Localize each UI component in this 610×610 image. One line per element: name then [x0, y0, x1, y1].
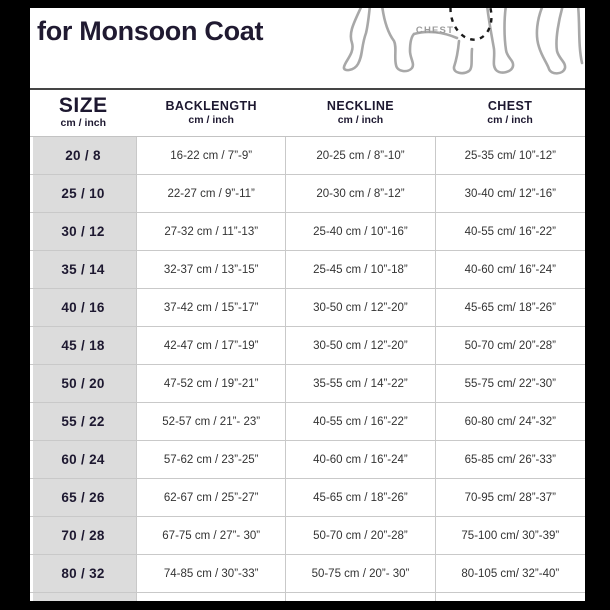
cell-chest: 80-105 cm/ 32”-40” — [435, 555, 585, 593]
cell-chest: 50-70 cm/ 20”-28” — [435, 327, 585, 365]
table-row — [30, 251, 585, 289]
cell-neckline: 25-40 cm / 10”-16” — [286, 213, 435, 251]
cell-neckline: 20-30 cm / 8”-12” — [286, 175, 435, 213]
cell-neckline: 30-50 cm / 12”-20” — [286, 289, 435, 327]
cell-chest: 40-60 cm/ 16”-24” — [435, 251, 585, 289]
cell-size: 70 / 28 — [30, 517, 137, 555]
cell-size: 30 / 12 — [30, 213, 137, 251]
cell-size: 40 / 16 — [30, 289, 137, 327]
column-header-backlength — [137, 89, 286, 137]
cell-empty — [30, 593, 137, 602]
size-chart-image — [30, 8, 585, 601]
cell-chest: 30-40 cm/ 12”-16” — [435, 175, 585, 213]
table-row — [30, 555, 585, 593]
column-label: SIZE — [58, 94, 108, 117]
column-label: CHEST — [487, 99, 533, 113]
cell-empty — [435, 593, 585, 602]
dog-leg-far-right — [537, 8, 565, 73]
cell-size: 80 / 32 — [30, 555, 137, 593]
cell-chest: 25-35 cm/ 10”-12” — [435, 137, 585, 175]
column-unit: cm / inch — [487, 114, 533, 126]
cell-chest: 70-95 cm/ 28”-37” — [435, 479, 585, 517]
cell-backlength: 42-47 cm / 17”-19” — [137, 327, 286, 365]
cell-chest: 65-85 cm/ 26”-33” — [435, 441, 585, 479]
column-header-size — [30, 89, 137, 137]
page-title: for Monsoon Coat — [37, 16, 264, 46]
table-row — [30, 403, 585, 441]
table-row — [30, 517, 585, 555]
table-row — [30, 365, 585, 403]
cell-backlength: 74-85 cm / 30”-33” — [137, 555, 286, 593]
cell-chest: 75-100 cm/ 30”-39” — [435, 517, 585, 555]
cell-neckline: 40-55 cm / 16”-22” — [286, 403, 435, 441]
column-unit: cm / inch — [188, 114, 234, 126]
column-label: NECKLINE — [326, 99, 395, 113]
table-row — [30, 137, 585, 175]
cell-size: 60 / 24 — [30, 441, 137, 479]
table-row — [30, 441, 585, 479]
cell-backlength: 52-57 cm / 21”- 23” — [137, 403, 286, 441]
cell-size: 45 / 18 — [30, 327, 137, 365]
cell-size: 35 / 14 — [30, 251, 137, 289]
cell-neckline: 20-25 cm / 8”-10” — [286, 137, 435, 175]
cell-backlength: 32-37 cm / 13”-15” — [137, 251, 286, 289]
table-row — [30, 213, 585, 251]
table-row — [30, 327, 585, 365]
cell-backlength: 57-62 cm / 23”-25” — [137, 441, 286, 479]
chest-label: CHEST — [415, 25, 455, 36]
cell-chest: 40-55 cm/ 16”-22” — [435, 213, 585, 251]
cell-empty — [137, 593, 286, 602]
column-unit: cm / inch — [337, 114, 384, 126]
cell-neckline: 35-55 cm / 14”-22” — [286, 365, 435, 403]
cell-backlength: 16-22 cm / 7”-9” — [137, 137, 286, 175]
cell-backlength: 67-75 cm / 27”- 30” — [137, 517, 286, 555]
cell-chest: 55-75 cm/ 22”-30” — [435, 365, 585, 403]
dog-body-edge-line — [578, 8, 582, 63]
cell-chest: 45-65 cm/ 18”-26” — [435, 289, 585, 327]
cell-size: 20 / 8 — [30, 137, 137, 175]
cell-size: 65 / 26 — [30, 479, 137, 517]
cell-backlength: 62-67 cm / 25”-27” — [137, 479, 286, 517]
cell-chest: 60-80 cm/ 24”-32” — [435, 403, 585, 441]
cell-neckline: 25-45 cm / 10”-18” — [286, 251, 435, 289]
table-row-partial — [30, 593, 585, 602]
column-header-neckline — [286, 89, 435, 137]
table-row — [30, 175, 585, 213]
cell-backlength: 22-27 cm / 9”-11” — [137, 175, 286, 213]
column-unit: cm / inch — [60, 117, 107, 129]
header-row — [30, 89, 585, 137]
cell-neckline: 40-60 cm / 16”-24” — [286, 441, 435, 479]
dog-legs-illustration — [335, 8, 585, 82]
cell-size: 55 / 22 — [30, 403, 137, 441]
cell-neckline: 30-50 cm / 12”-20” — [286, 327, 435, 365]
cell-neckline: 50-70 cm / 20”-28” — [286, 517, 435, 555]
cell-neckline: 50-75 cm / 20”- 30” — [286, 555, 435, 593]
cell-empty — [286, 593, 435, 602]
column-header-chest — [435, 89, 585, 137]
cell-neckline: 45-65 cm / 18”-26” — [286, 479, 435, 517]
column-label: BACKLENGTH — [165, 99, 257, 113]
cell-backlength: 37-42 cm / 15”-17” — [137, 289, 286, 327]
cell-backlength: 27-32 cm / 11”-13” — [137, 213, 286, 251]
cell-size: 25 / 10 — [30, 175, 137, 213]
dog-hind-leg-far — [344, 8, 370, 70]
cell-backlength: 47-52 cm / 19”-21” — [137, 365, 286, 403]
dog-front-leg-near — [454, 41, 472, 73]
size-table-body — [30, 137, 585, 602]
cell-size: 50 / 20 — [30, 365, 137, 403]
table-row — [30, 289, 585, 327]
dog-front-leg-second — [487, 8, 513, 73]
dog-hind-leg-near — [382, 8, 414, 71]
size-table — [30, 88, 585, 601]
table-row — [30, 479, 585, 517]
chart-header — [30, 8, 585, 88]
size-table-head — [30, 89, 585, 137]
